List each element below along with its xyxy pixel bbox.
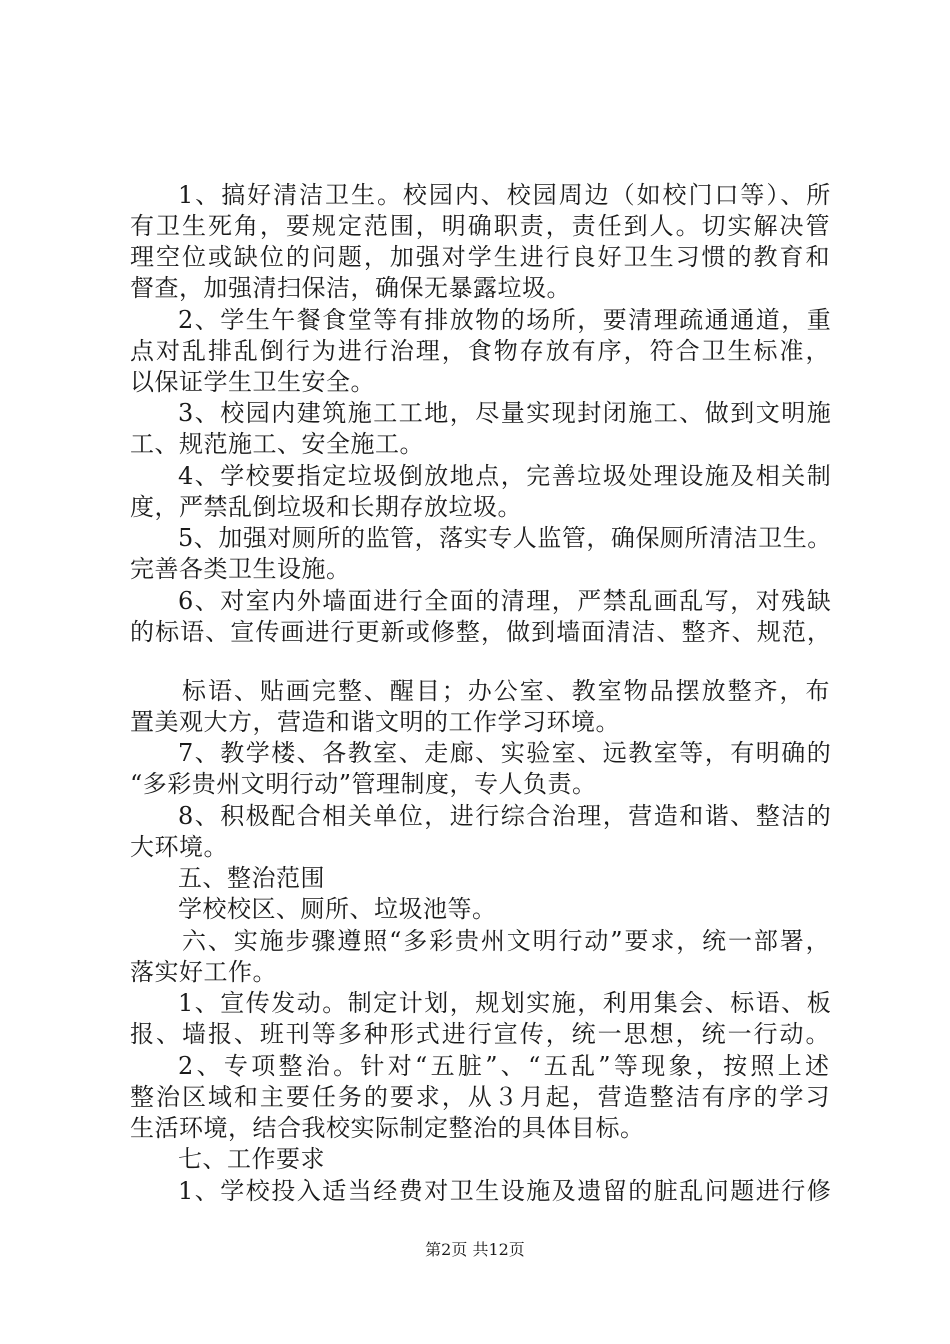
text-line: 点对乱排乱倒行为进行治理，食物存放有序，符合卫生标准， [130,337,832,365]
page-number: 第2页 共12页 [425,1240,525,1259]
text-line: 报、墙报、班刊等多种形式进行宣传，统一思想，统一行动。 [130,1020,832,1048]
text-line: 以保证学生卫生安全。 [130,368,375,396]
section-heading: 七、工作要求 [178,1145,325,1173]
text-line: 生活环境，结合我校实际制定整治的具体目标。 [130,1114,645,1142]
text-line: 6、对室内外墙面进行全面的清理，严禁乱画乱写，对残缺 [178,587,833,615]
text-line: 督查，加强清扫保洁，确保无暴露垃圾。 [130,274,571,302]
text-line: 大环境。 [130,833,228,861]
text-line: 有卫生死角，要规定范围，明确职责，责任到人。切实解决管 [130,212,832,240]
text-line: 3、校园内建筑施工工地，尽量实现封闭施工、做到文明施 [178,399,833,427]
text-line: 1、宣传发动。制定计划，规划实施，利用集会、标语、板 [178,989,833,1017]
text-line: 落实好工作。 [130,958,277,986]
text-line: 5、加强对厕所的监管，落实专人监管，确保厕所清洁卫生。 [178,524,832,552]
text-line: 1、搞好清洁卫生。校园内、校园周边（如校门口等）、所 [178,181,833,209]
text-line: 的标语、宣传画进行更新或修整，做到墙面清洁、整齐、规范， [130,618,832,646]
text-line: 整治区域和主要任务的要求，从３月起，营造整洁有序的学习 [130,1083,832,1111]
text-line: 完善各类卫生设施。 [130,555,351,583]
text-line: 度，严禁乱倒垃圾和长期存放垃圾。 [130,493,522,521]
text-line: 1、学校投入适当经费对卫生设施及遗留的脏乱问题进行修 [178,1177,833,1205]
text-line: 2、学生午餐食堂等有排放物的场所，要清理疏通通道，重 [178,306,833,334]
text-line: 2、专项整治。针对“五脏”、“五乱”等现象，按照上述 [178,1052,833,1080]
section-heading: 五、整治范围 [178,864,325,892]
text-line: 学校校区、厕所、垃圾池等。 [178,895,497,923]
text-line: 置美观大方，营造和谐文明的工作学习环境。 [130,708,620,736]
text-line: 标语、贴画完整、醒目；办公室、教室物品摆放整齐，布 [182,677,832,705]
text-line: 4、学校要指定垃圾倒放地点，完善垃圾处理设施及相关制 [178,462,833,490]
text-line: 工、规范施工、安全施工。 [130,430,424,458]
section-heading: 六、实施步骤遵照“多彩贵州文明行动”要求，统一部署， [182,927,832,955]
text-line: 8、积极配合相关单位，进行综合治理，营造和谐、整洁的 [178,802,833,830]
text-line: 7、教学楼、各教室、走廊、实验室、远教室等，有明确的 [178,739,833,767]
text-line: 理空位或缺位的问题，加强对学生进行良好卫生习惯的教育和 [130,243,832,271]
text-line: “多彩贵州文明行动”管理制度，专人负责。 [130,770,597,798]
